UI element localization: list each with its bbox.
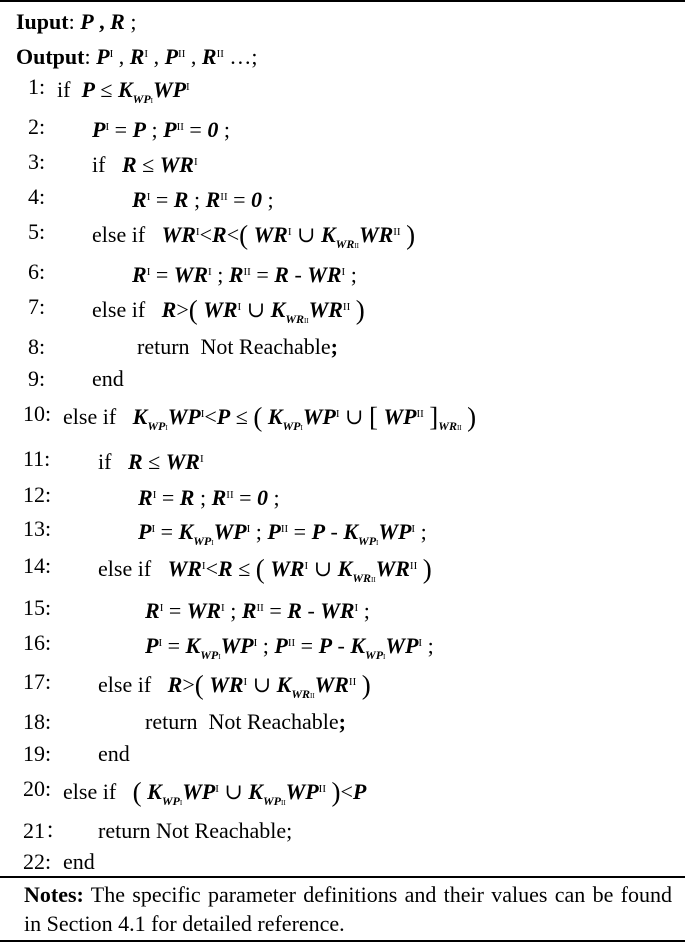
- line-code: if $R \le WR^I$: [92, 152, 198, 177]
- line-number: 18:: [23, 709, 52, 734]
- line-number: 14:: [23, 553, 52, 578]
- top-rule: [0, 0, 685, 2]
- line-code: $P^I = P$ ; $P^{II} = 0$ ;: [92, 117, 230, 142]
- notes-label: Notes:: [24, 882, 84, 907]
- line-code: else if $WR^I<R$ ≤ ( $WR^I$ ∪ $K_{WRII}WR^{II}$ ): [98, 554, 432, 585]
- line-number: 5:: [28, 219, 46, 244]
- line-code: $R^I = R$ ; $R^{II} = 0$ ;: [132, 187, 274, 212]
- line-code: end: [63, 849, 95, 874]
- input-label: Iuput: [16, 9, 69, 34]
- line-code: if $R \le WR^I$: [98, 449, 204, 474]
- line-code: else if $K_{WPI}WP^I<P$ ≤ ( $K_{WPI}WP^I$ ∪ [ $WP^{II}$ ]$_{WRII}$ ): [63, 402, 477, 433]
- line-number: 17:: [23, 669, 52, 694]
- line-number: 7:: [28, 294, 46, 319]
- line-code: else if R>( $WR^I$ ∪ $K_{WRII}WR^{II}$ ): [92, 295, 365, 326]
- line-code: $P^I = K_{WPI}WP^I$ ; $P^{II} = P - K_{WPI}WP^I$ ;: [138, 519, 427, 548]
- line-code: $R^I = WR^I$ ; $R^{II} = R - WR^I$ ;: [132, 262, 357, 287]
- output-label: Output: [16, 44, 85, 69]
- line-number: 19:: [23, 741, 52, 766]
- line-code: else if ( $K_{WPI}WP^I$ ∪ $K_{WPII}WP^{II}$ )<P: [63, 777, 367, 808]
- notes-text: The specific parameter definitions and their values can be found in Section 4.1 for detailed reference.: [24, 882, 672, 936]
- line-number: 1:: [28, 74, 46, 99]
- line-code: $R^I = WR^I$ ; $R^{II} = R - WR^I$ ;: [145, 598, 370, 623]
- bottom-rule: [0, 940, 685, 942]
- line-number: 16:: [23, 630, 52, 655]
- line-number: 6:: [28, 259, 46, 284]
- line-code: return Not Reachable;: [137, 334, 338, 359]
- line-code: if $P \le K_{WPI}WP^I$: [57, 77, 190, 106]
- line-code: $R^I = R$ ; $R^{II} = 0$ ;: [138, 485, 280, 510]
- line-code: else if $WR^I<R<$( $WR^I$ ∪ $K_{WRII}WR^{II}$ ): [92, 220, 416, 251]
- line-number: 21：: [23, 818, 68, 843]
- line-code: end: [92, 366, 124, 391]
- line-number: 12:: [23, 482, 52, 507]
- line-code: $P^I = K_{WPI}WP^I$ ; $P^{II} = P - K_{WPI}WP^I$ ;: [145, 633, 434, 662]
- output-content: Output: $P^I$ , $R^I$ , $P^{II}$ , $R^{II}$ …;: [16, 44, 258, 69]
- line-number: 3:: [28, 149, 46, 174]
- line-number: 22:: [23, 849, 52, 874]
- line-code: return Not Reachable;: [98, 818, 293, 843]
- notes-block: [24, 880, 672, 938]
- line-number: 9:: [28, 366, 46, 391]
- line-number: 10:: [23, 401, 52, 426]
- line-number: 4:: [28, 184, 46, 209]
- line-number: 2:: [28, 114, 46, 139]
- line-number: 11:: [23, 446, 51, 471]
- line-number: 13:: [23, 516, 52, 541]
- line-code: end: [98, 741, 130, 766]
- line-number: 20:: [23, 776, 52, 801]
- line-code: else if R>( $WR^I$ ∪ $K_{WRII}WR^{II}$ ): [98, 670, 371, 701]
- line-code: return Not Reachable;: [145, 709, 346, 734]
- line-number: 8:: [28, 334, 46, 359]
- line-number: 15:: [23, 595, 52, 620]
- notes-rule: [0, 876, 685, 878]
- input-content: Iuput: P , R ;: [16, 9, 137, 34]
